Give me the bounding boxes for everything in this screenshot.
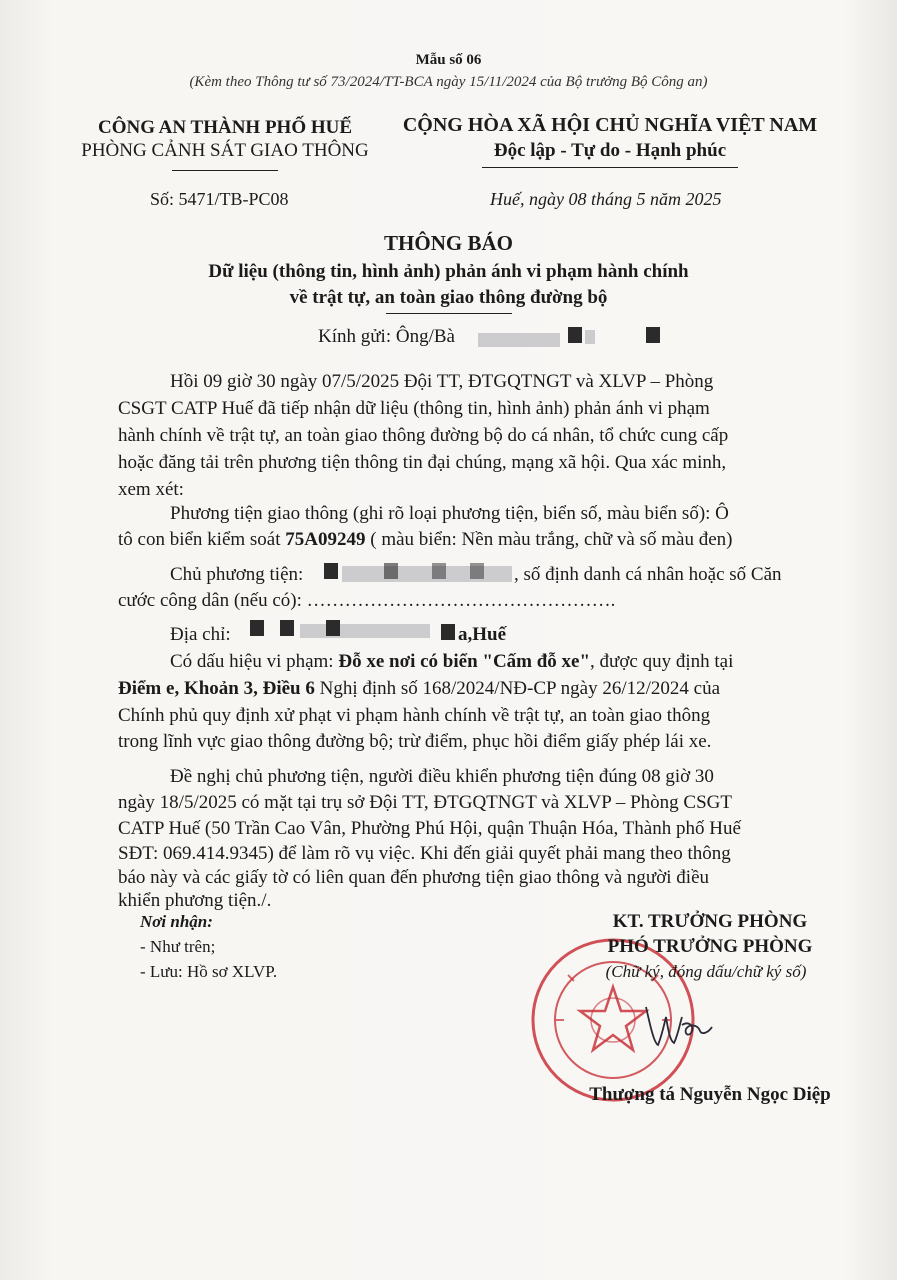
request-line: SĐT: 069.414.9345) để làm rõ vụ việc. Khi đến giải quyết phải mang theo thông [118,843,731,864]
body-line: xem xét: [118,479,184,500]
body-line: CSGT CATP Huế đã tiếp nhận dữ liệu (thông tin, hình ảnh) phản ánh vi phạm [118,398,710,419]
body-line: trong lĩnh vực giao thông đường bộ; trừ điểm, phục hồi điểm giấy phép lái xe. [118,731,712,752]
redaction-blur [300,624,430,638]
redaction-blur [342,566,512,582]
signer-name: Thượng tá Nguyễn Ngọc Diệp [589,1084,831,1105]
signature-note: (Chữ ký, đóng dấu/chữ ký số) [605,962,807,981]
body-line: Hồi 09 giờ 30 ngày 07/5/2025 Đội TT, ĐTGQTNGT và XLVP – Phòng [170,371,714,392]
redaction-box [470,563,484,579]
redaction-box [250,620,264,636]
owner-label: Chủ phương tiện: [170,564,304,585]
recipients-title: Nơi nhận: [140,912,213,931]
address-city: a,Huế [458,624,507,645]
addressee: Kính gửi: Ông/Bà [318,326,455,347]
signature-title-1: KT. TRƯỞNG PHÒNG [612,911,808,932]
org-underline [172,170,278,171]
republic-name: CỘNG HÒA XÃ HỘI CHỦ NGHĨA VIỆT NAM [402,114,818,136]
redaction-box [441,624,455,640]
place-date: Huế, ngày 08 tháng 5 năm 2025 [490,189,722,209]
form-number: Mẫu số 06 [415,52,482,68]
redaction-box [324,563,338,579]
request-line: báo này và các giấy tờ có liên quan đến phương tiện giao thông và người điều [118,867,710,888]
motto-underline [482,167,738,168]
signature-title-2: PHÓ TRƯỞNG PHÒNG [607,936,813,957]
body-line: Chính phủ quy định xử phạt vi phạm hành chính về trật tự, an toàn giao thông [118,705,711,726]
violation-label: Có dấu hiệu vi phạm: [170,651,339,672]
request-line: ngày 18/5/2025 có mặt tại trụ sở Đội TT, ĐTGQTNGT và XLVP – Phòng CSGT [118,792,732,813]
attached-note: (Kèm theo Thông tư số 73/2024/TT-BCA ngày 15/11/2024 của Bộ trưởng Bộ Công an) [189,74,708,90]
address-label: Địa chỉ: [170,624,231,645]
document-subtitle-2: về trật tự, an toàn giao thông đường bộ [289,287,608,308]
redaction-box [326,620,340,636]
recipient-item: - Lưu: Hồ sơ XLVP. [140,962,278,981]
violation-law-line [118,678,720,700]
owner-id-line: cước công dân (nếu có): …………………………………………. [118,590,616,611]
owner-id-label: , số định danh cá nhân hoặc số Căn [514,564,782,585]
org-name: CÔNG AN THÀNH PHỐ HUẾ [97,117,353,138]
request-line: CATP Huế (50 Trần Cao Vân, Phường Phú Hội, quận Thuận Hóa, Thành phố Huế [118,818,741,839]
plate-color: ( màu biển: Nền màu trắng, chữ và số màu đen) [365,529,733,550]
request-line: Đề nghị chủ phương tiện, người điều khiển phương tiện đúng 08 giờ 30 [170,766,714,787]
violation-line [170,651,733,673]
document-title: THÔNG BÁO [384,231,513,255]
org-department: PHÒNG CẢNH SÁT GIAO THÔNG [81,140,369,161]
title-underline [386,313,512,314]
body-line: hành chính về trật tự, an toàn giao thông đường bộ do cá nhân, tổ chức cung cấp [118,425,729,446]
violation-type: Đỗ xe nơi có biển "Cấm đỗ xe" [338,651,591,672]
request-line: khiển phương tiện./. [118,890,272,911]
body-line: hoặc đăng tải trên phương tiện thông tin đại chúng, mạng xã hội. Qua xác minh, [118,452,727,473]
handwritten-signature [640,995,720,1055]
license-plate: 75A09249 [285,529,366,550]
redaction-box [384,563,398,579]
redaction-box [646,327,660,343]
violation-ref: , được quy định tại [590,651,734,672]
violation-decree: Nghị định số 168/2024/NĐ-CP ngày 26/12/2024 của [314,678,721,699]
recipient-item: - Như trên; [140,937,216,956]
redaction-box [280,620,294,636]
redaction-box [568,327,582,343]
document-number: Số: 5471/TB-PC08 [150,189,289,209]
document-subtitle-1: Dữ liệu (thông tin, hình ảnh) phản ánh vi phạm hành chính [208,261,689,282]
redaction-blur [585,330,595,344]
redaction-box [432,563,446,579]
vehicle-line: Phương tiện giao thông (ghi rõ loại phương tiện, biển số, màu biển số): Ô [170,503,729,524]
vehicle-plate-line [118,529,732,551]
national-motto: Độc lập - Tự do - Hạnh phúc [493,140,727,161]
vehicle-label: tô con biển kiểm soát [118,529,286,550]
redaction-blur [478,333,560,347]
violation-article: Điểm e, Khoản 3, Điều 6 [118,678,315,699]
